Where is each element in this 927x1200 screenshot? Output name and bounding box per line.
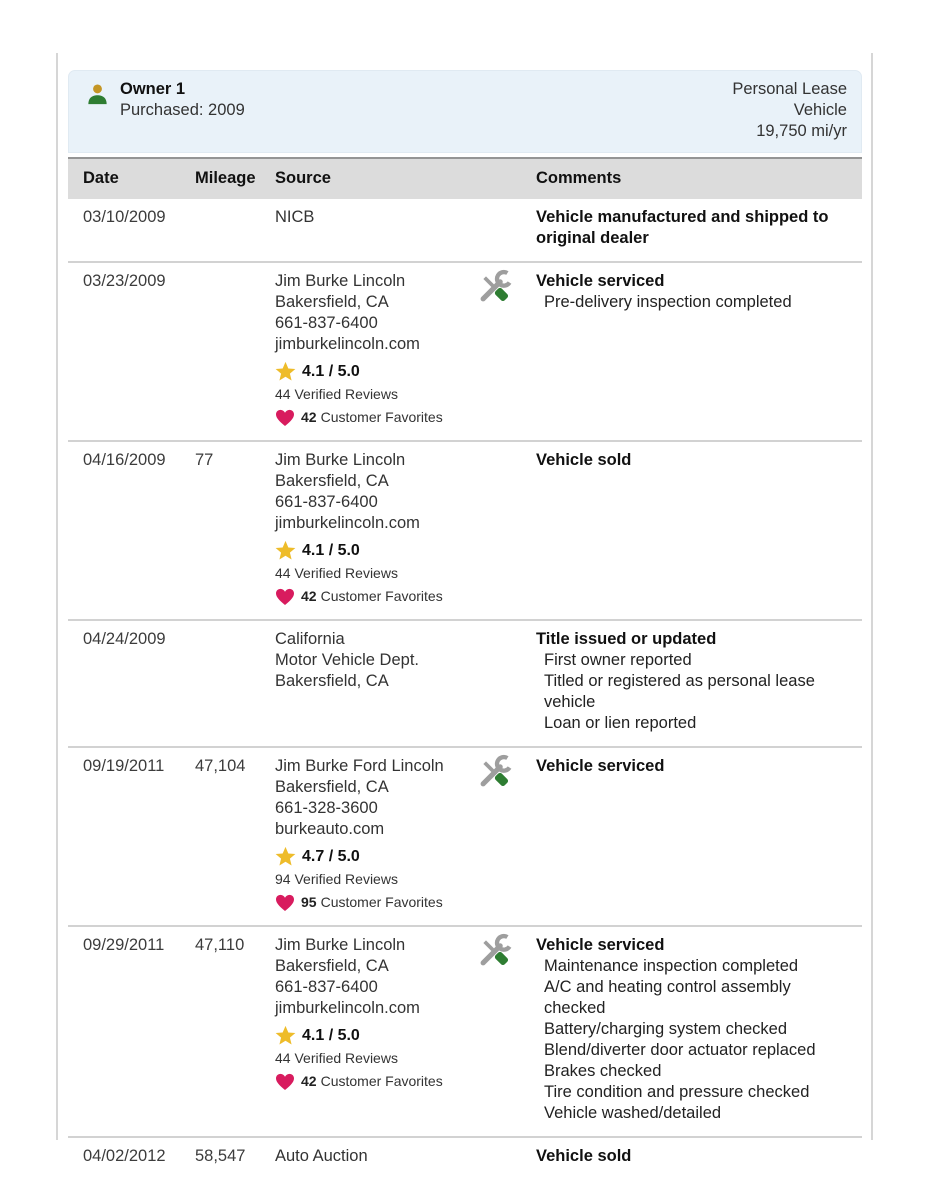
favorites-label: Customer Favorites [320, 588, 443, 604]
rating-score: 4.7 / 5.0 [302, 848, 360, 865]
source-line: jimburkelincoln.com [275, 335, 420, 353]
comment-detail-line: Tire condition and pressure checked [544, 1083, 810, 1101]
row-mileage: 58,547 [195, 1147, 246, 1165]
column-header-source: Source [275, 169, 331, 187]
customer-favorites [275, 1071, 478, 1092]
source-line: Jim Burke Lincoln [275, 451, 406, 469]
source-line: burkeauto.com [275, 820, 385, 838]
service-wrench-icon [478, 271, 511, 304]
comment-title: Vehicle serviced [536, 272, 665, 290]
source-lines [275, 629, 478, 692]
comment-detail-line: Brakes checked [544, 1062, 662, 1080]
table-row [68, 440, 862, 619]
source-line: jimburkelincoln.com [275, 514, 420, 532]
source-lines [275, 1146, 478, 1167]
heart-icon [275, 1073, 295, 1091]
comment-detail-line: Pre-delivery inspection completed [544, 293, 792, 311]
table-row [68, 619, 862, 746]
comment-detail-line: First owner reported [544, 651, 692, 669]
table-row [68, 925, 862, 1136]
comment-details [536, 956, 854, 1124]
row-source [275, 756, 478, 913]
owner-titles [120, 79, 732, 121]
row-source [275, 1146, 478, 1167]
table-row [68, 199, 862, 261]
rating-score: 4.1 / 5.0 [302, 363, 360, 380]
rating-score-line [275, 846, 478, 867]
comment-detail-line: Vehicle washed/detailed [544, 1104, 722, 1122]
rating-score-line [275, 1025, 478, 1046]
source-line: 661-837-6400 [275, 493, 378, 511]
row-date: 04/16/2009 [83, 451, 166, 469]
report-page-frame [56, 53, 873, 1165]
comment-title: Title issued or updated [536, 630, 717, 648]
row-mileage: 47,104 [195, 757, 246, 775]
dealer-rating [275, 846, 478, 913]
comment-detail-line: Battery/charging system checked [544, 1020, 788, 1038]
usage-line: 19,750 mi/yr [756, 122, 847, 140]
comment-detail-line: A/C and heating control assembly checked [544, 978, 791, 1017]
rating-score: 4.1 / 5.0 [302, 542, 360, 559]
comment-title: Vehicle serviced [536, 757, 665, 775]
rating-score-line [275, 361, 478, 382]
source-line: 661-328-3600 [275, 799, 378, 817]
source-line: Bakersfield, CA [275, 672, 389, 690]
row-date: 03/23/2009 [83, 272, 166, 290]
comment-title: Vehicle sold [536, 1147, 632, 1165]
comment-detail-line: Blend/diverter door actuator replaced [544, 1041, 816, 1059]
rating-score-line [275, 540, 478, 561]
dealer-rating [275, 1025, 478, 1092]
row-mileage: 77 [195, 451, 214, 469]
row-date: 09/19/2011 [83, 757, 165, 775]
source-line: Bakersfield, CA [275, 778, 389, 796]
owner-header [68, 70, 862, 153]
history-rows [68, 199, 862, 1179]
favorites-count: 42 [301, 588, 317, 604]
row-source [275, 629, 478, 692]
heart-icon [275, 588, 295, 606]
verified-reviews: 94 Verified Reviews [275, 871, 398, 887]
star-icon [275, 540, 296, 561]
source-line: 661-837-6400 [275, 978, 378, 996]
source-line: California [275, 630, 345, 648]
row-source [275, 207, 478, 228]
row-comments [536, 450, 862, 471]
owner-person-icon [85, 82, 110, 113]
row-comments [536, 756, 862, 777]
comment-detail-line: Titled or registered as personal lease vehicle [544, 672, 815, 711]
table-row [68, 261, 862, 440]
star-icon [275, 1025, 296, 1046]
comment-details [536, 292, 854, 313]
comment-detail-line: Loan or lien reported [544, 714, 697, 732]
source-lines [275, 207, 478, 228]
source-line: Motor Vehicle Dept. [275, 651, 419, 669]
source-lines [275, 935, 478, 1019]
source-line: Bakersfield, CA [275, 957, 389, 975]
row-date: 04/02/2012 [83, 1147, 166, 1165]
owner-purchased: Purchased: 2009 [120, 101, 245, 119]
row-mileage: 47,110 [195, 936, 245, 954]
star-icon [275, 361, 296, 382]
row-source [275, 935, 478, 1092]
source-line: jimburkelincoln.com [275, 999, 420, 1017]
comment-icon-cell [478, 935, 536, 974]
owner-history-card [68, 70, 862, 1179]
row-comments [536, 629, 862, 734]
customer-favorites [275, 407, 478, 428]
source-lines [275, 756, 478, 840]
favorites-count: 95 [301, 894, 317, 910]
row-comments [536, 207, 862, 249]
verified-reviews: 44 Verified Reviews [275, 565, 398, 581]
row-comments [536, 935, 862, 1124]
comment-details [536, 650, 854, 734]
comment-title: Vehicle sold [536, 451, 632, 469]
table-row [68, 746, 862, 925]
source-line: Jim Burke Ford Lincoln [275, 757, 444, 775]
column-header-date: Date [83, 169, 119, 187]
usage-line: Vehicle [793, 101, 847, 119]
row-date: 04/24/2009 [83, 630, 166, 648]
row-date: 03/10/2009 [83, 208, 166, 226]
favorites-count: 42 [301, 1073, 317, 1089]
row-source [275, 271, 478, 428]
source-line: Jim Burke Lincoln [275, 272, 406, 290]
source-line: NICB [275, 208, 315, 226]
column-header-comments: Comments [536, 169, 622, 187]
verified-reviews: 44 Verified Reviews [275, 386, 398, 402]
row-source [275, 450, 478, 607]
verified-reviews: 44 Verified Reviews [275, 1050, 398, 1066]
table-row [68, 1136, 862, 1179]
favorites-label: Customer Favorites [320, 409, 443, 425]
heart-icon [275, 894, 295, 912]
row-comments [536, 1146, 862, 1167]
rating-score: 4.1 / 5.0 [302, 1027, 360, 1044]
source-line: Bakersfield, CA [275, 293, 389, 311]
customer-favorites [275, 586, 478, 607]
favorites-count: 42 [301, 409, 317, 425]
source-lines [275, 271, 478, 355]
star-icon [275, 846, 296, 867]
source-line: Bakersfield, CA [275, 472, 389, 490]
comment-icon-cell [478, 756, 536, 795]
comment-icon-cell [478, 271, 536, 310]
source-lines [275, 450, 478, 534]
owner-title: Owner 1 [120, 80, 186, 98]
comment-title: Vehicle manufactured and shipped to original dealer [536, 208, 829, 247]
source-line: Auto Auction [275, 1147, 368, 1165]
customer-favorites [275, 892, 478, 913]
column-header-mileage: Mileage [195, 169, 256, 187]
favorites-label: Customer Favorites [320, 1073, 443, 1089]
table-header-row [68, 157, 862, 199]
source-line: 661-837-6400 [275, 314, 378, 332]
row-date: 09/29/2011 [83, 936, 165, 954]
service-wrench-icon [478, 935, 511, 968]
favorites-label: Customer Favorites [320, 894, 443, 910]
owner-usage-summary [732, 79, 847, 142]
comment-title: Vehicle serviced [536, 936, 665, 954]
dealer-rating [275, 540, 478, 607]
row-comments [536, 271, 862, 313]
dealer-rating [275, 361, 478, 428]
heart-icon [275, 409, 295, 427]
source-line: Jim Burke Lincoln [275, 936, 406, 954]
service-wrench-icon [478, 756, 511, 789]
usage-line: Personal Lease [732, 80, 847, 98]
comment-detail-line: Maintenance inspection completed [544, 957, 799, 975]
